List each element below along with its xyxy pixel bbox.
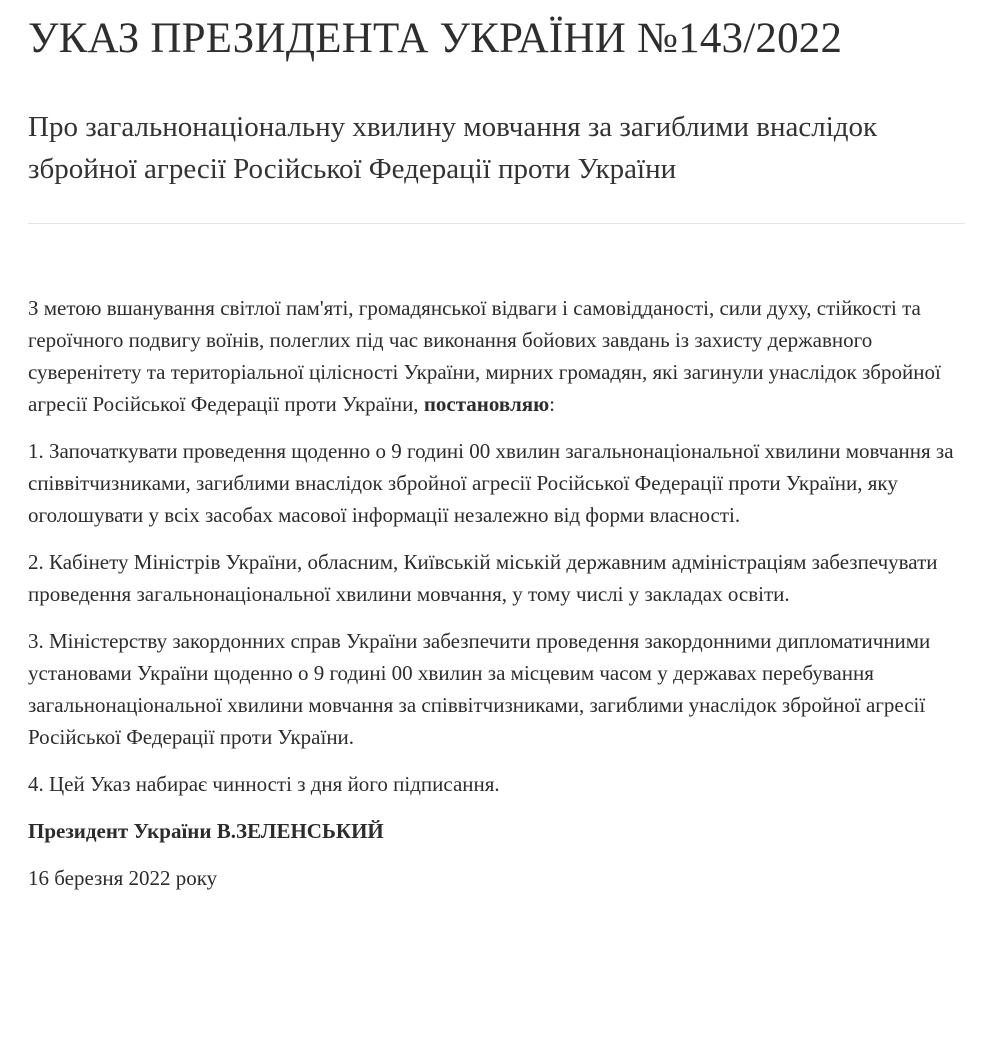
- decree-body: [28, 292, 958, 894]
- preamble-paragraph: [28, 292, 958, 420]
- decree-item-1: 1. Започаткувати проведення щоденно о 9 годині 00 хвилин загальнонаціональної хвилини мовчання за співвітчизниками, загиблими внаслідок збройної агресії Російської Федерації проти України, яку оголошувати у всіх засобах масової інформації незалежно від форми власності.: [28, 439, 954, 527]
- decree-item-3: 3. Міністерству закордонних справ України забезпечити проведення закордонними дипломатичними установами України щоденно о 9 годині 00 хвилин за місцевим часом у державах перебування загальнонаціональної хвилини мовчання за співвітчизниками, загиблими унаслідок збройної агресії Російської Федерації проти України.: [28, 629, 931, 749]
- decree-item-2: 2. Кабінету Міністрів України, обласним, Київській міській державним адміністраціям забезпечувати проведення загальнонаціональної хвилини мовчання, у тому числі у закладах освіти.: [28, 550, 938, 606]
- divider: [28, 223, 965, 224]
- preamble-text: З метою вшанування світлої пам'яті, громадянської відваги і самовідданості, сили духу, стійкості та героїчного подвигу воїнів, полеглих під час виконання бойових завдань із захисту державного суверенітету та територіальної цілісності України, мирних громадян, які загинули унаслідок збройної агресії Російської Федерації проти України,: [28, 296, 941, 416]
- page-subtitle: Про загальнонаціональну хвилину мовчання за загиблими внаслідок збройної агресії Російської Федерації проти України: [28, 111, 878, 185]
- signing-date: 16 березня 2022 року: [28, 866, 218, 890]
- signature: Президент України В.ЗЕЛЕНСЬКИЙ: [28, 819, 384, 843]
- decree-item-4: 4. Цей Указ набирає чинності з дня його підписання.: [28, 772, 500, 796]
- decree-word: постановляю: [423, 392, 550, 416]
- decree-colon: :: [549, 392, 555, 416]
- page-title: УКАЗ ПРЕЗИДЕНТА УКРАЇНИ №143/2022: [28, 15, 843, 62]
